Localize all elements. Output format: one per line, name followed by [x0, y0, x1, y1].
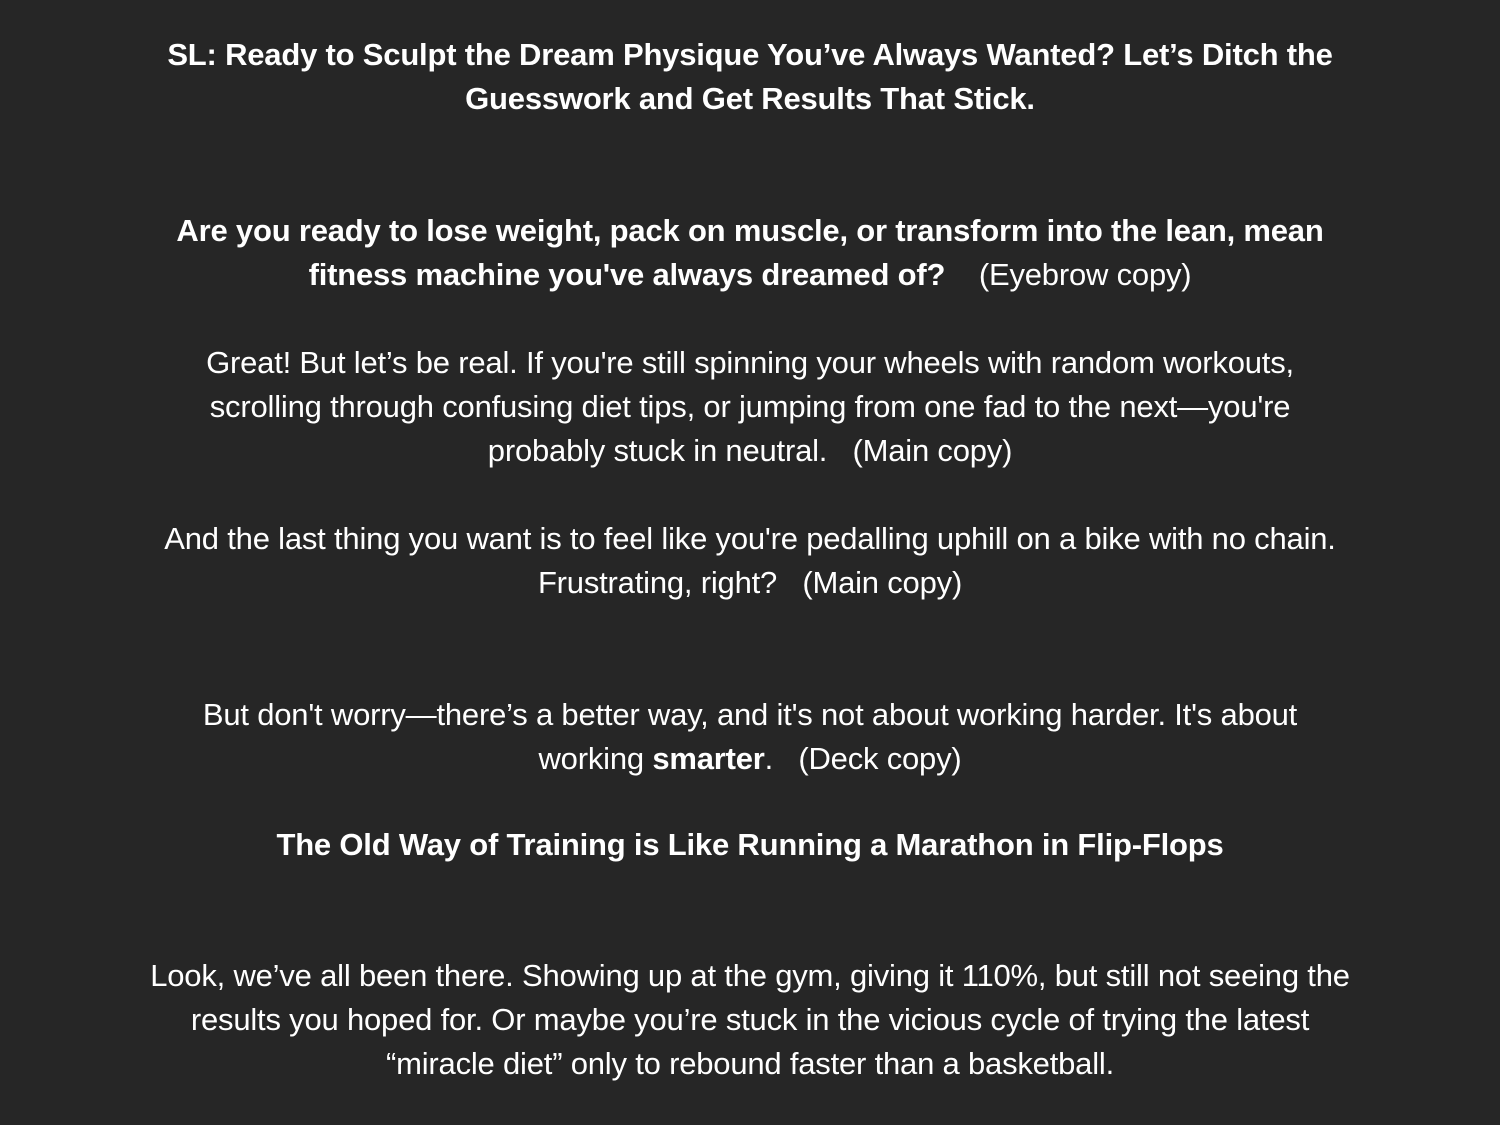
main-copy-paragraph-2 [40, 517, 1460, 605]
main-copy-2-line-2: Frustrating, right? [537, 565, 778, 600]
deck-copy-line-2-prefix: working [538, 741, 653, 776]
main-copy-1-line-3: probably stuck in neutral. [487, 433, 828, 468]
body-copy-line-2: results you hoped for. Or maybe you’re stuck in the vicious cycle of trying the latest [190, 1002, 1310, 1037]
eyebrow-tag: (Eyebrow copy) [978, 257, 1192, 292]
subject-line-1: SL: Ready to Sculpt the Dream Physique You’ve Always Wanted? Let’s Ditch the [167, 37, 1333, 72]
body-copy-paragraph [40, 954, 1460, 1086]
main-copy-1-line-1: Great! But let’s be real. If you're still spinning your wheels with random workouts, [206, 345, 1294, 380]
eyebrow-line-2: fitness machine you've always dreamed of? [308, 257, 946, 292]
deck-copy-tag: (Deck copy) [798, 741, 962, 776]
main-copy-paragraph-1 [40, 341, 1460, 473]
main-copy-1-tag: (Main copy) [852, 433, 1013, 468]
body-copy-line-3: “miracle diet” only to rebound faster than a basketball. [385, 1046, 1115, 1081]
deck-copy-line-1: But don't worry—there’s a better way, and it's not about working harder. It's about [202, 697, 1298, 732]
deck-copy-emphasis: smarter [652, 741, 765, 776]
main-copy-2-tag: (Main copy) [802, 565, 963, 600]
deck-copy-line-2-suffix: . [764, 741, 774, 776]
body-copy-line-1: Look, we’ve all been there. Showing up at the gym, giving it 110%, but still not seeing the [150, 958, 1350, 993]
subheading [40, 823, 1460, 867]
eyebrow-copy [40, 209, 1460, 297]
subject-line [40, 33, 1460, 121]
main-copy-2-line-1: And the last thing you want is to feel like you're pedalling uphill on a bike with no chain. [164, 521, 1336, 556]
eyebrow-line-1: Are you ready to lose weight, pack on muscle, or transform into the lean, mean [176, 213, 1324, 248]
main-copy-1-line-2: scrolling through confusing diet tips, or jumping from one fad to the next—you're [209, 389, 1291, 424]
deck-copy [40, 693, 1460, 781]
subheading-text: The Old Way of Training is Like Running a Marathon in Flip-Flops [276, 827, 1224, 862]
subject-line-2: Guesswork and Get Results That Stick. [465, 81, 1035, 116]
